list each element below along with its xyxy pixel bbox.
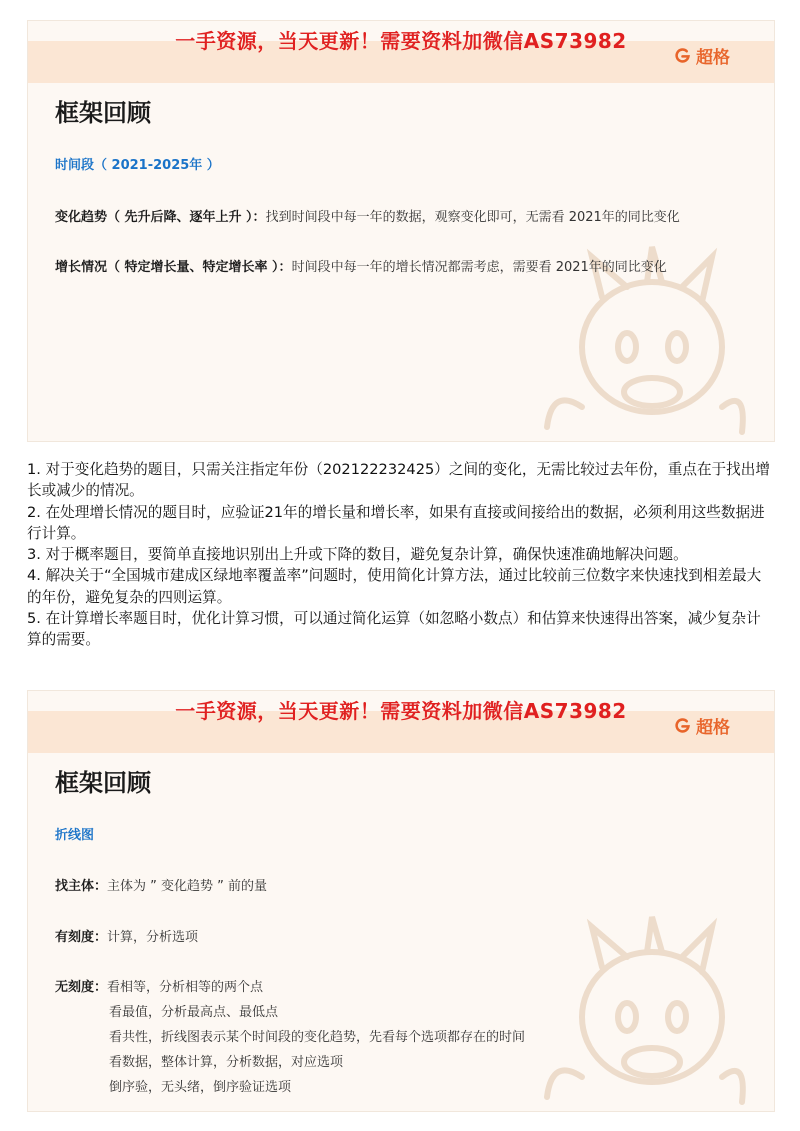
section-subhead: 时间段（ 2021-2025年 ）	[55, 158, 220, 173]
note-item: 3. 对于概率题目，要简单直接地识别出上升或下降的数目，避免复杂计算，确保快速准确地解决问题。	[27, 546, 688, 564]
g-logo-icon	[674, 717, 691, 734]
g-logo-icon	[674, 47, 691, 64]
brand-logo	[674, 43, 730, 68]
sub-item: 倒序验，无头绪，倒序验证选项	[109, 1080, 292, 1095]
brand-logo	[674, 713, 730, 738]
page-title: 框架回顾	[55, 99, 151, 127]
row-text: 找到时间段中每一年的数据，观察变化即可，无需看 2021年的同比变化	[265, 210, 680, 225]
note-item: 2. 在处理增长情况的题目时，应验证21年的增长量和增长率，如果有直接或间接给出的数据，必须利用这些数据进行计算。	[27, 503, 765, 542]
page-title: 框架回顾	[55, 769, 151, 797]
note-item: 1. 对于变化趋势的题目，只需关注指定年份（202122232425）之间的变化，无需比较过去年份，重点在于找出增长或减少的情况。	[27, 461, 770, 500]
logo-text: 超格	[696, 48, 730, 68]
note-item: 4. 解决关于“全国城市建成区绿地率覆盖率”问题时，使用简化计算方法，通过比较前三位数字来快速找到相差最大的年份，避免复杂的四则运算。	[27, 567, 762, 606]
row-label: 无刻度：	[55, 980, 108, 995]
logo-text: 超格	[696, 718, 730, 738]
framework-row	[55, 926, 198, 945]
framework-row	[55, 206, 680, 225]
sub-item: 看共性，折线图表示某个时间段的变化趋势，先看每个选项都存在的时间	[109, 1030, 526, 1045]
unicorn-mascot-watermark	[532, 907, 752, 1112]
row-label: 找主体：	[55, 879, 108, 894]
section-subhead: 折线图	[55, 828, 95, 843]
row-text: 看相等，分析相等的两个点	[107, 980, 264, 995]
slide-card-2	[27, 690, 775, 1112]
row-label: 变化趋势（ 先升后降、逐年上升 ）：	[55, 210, 266, 225]
framework-row	[55, 875, 267, 894]
banner-text: 一手资源，当天更新！需要资料加微信AS73982	[175, 29, 627, 53]
row-text: 计算，分析选项	[107, 930, 199, 945]
row-text: 主体为 ” 变化趋势 ” 前的量	[107, 879, 268, 894]
row-label: 增长情况（ 特定增长量、特定增长率 ）：	[55, 260, 292, 275]
slide-card-1	[27, 20, 775, 442]
sub-item: 看最值，分析最高点、最低点	[109, 1005, 279, 1020]
framework-row	[55, 256, 667, 275]
sub-item: 看数据，整体计算，分析数据，对应选项	[109, 1055, 344, 1070]
row-text: 时间段中每一年的增长情况都需考虑，需要看 2021年的同比变化	[291, 260, 667, 275]
framework-row	[55, 976, 263, 995]
banner-text: 一手资源，当天更新！需要资料加微信AS73982	[175, 699, 627, 723]
notes-list	[27, 459, 773, 651]
row-label: 有刻度：	[55, 930, 108, 945]
note-item: 5. 在计算增长率题目时，优化计算习惯，可以通过简化运算（如忽略小数点）和估算来快速得出答案，减少复杂计算的需要。	[27, 610, 761, 649]
